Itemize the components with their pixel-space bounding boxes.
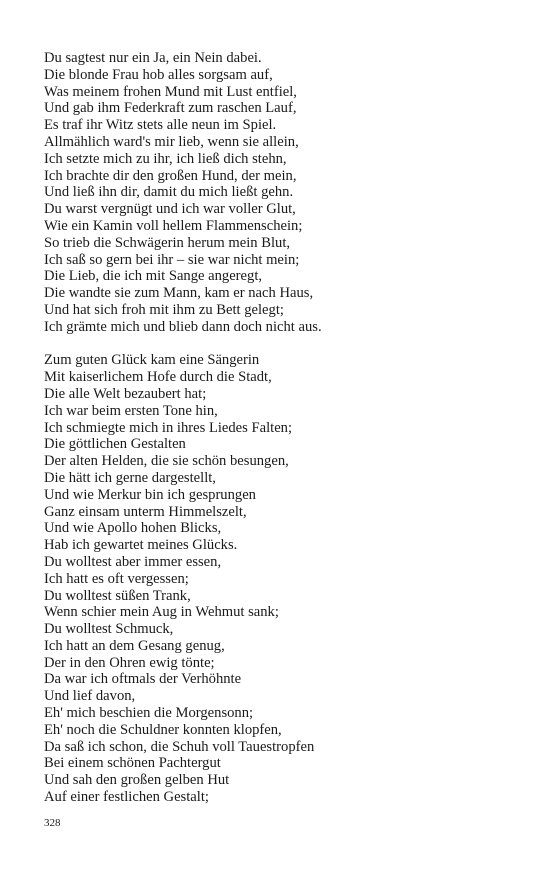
poem-line: Was meinem frohen Mund mit Lust entfiel, — [44, 83, 297, 100]
poem-line: Du warst vergnügt und ich war voller Glut, — [44, 201, 296, 218]
poem-line: Ich saß so gern bei ihr – sie war nicht mein; — [44, 251, 300, 268]
poem-line: Wenn schier mein Aug in Wehmut sank; — [44, 604, 279, 621]
poem-line: Eh' mich beschien die Morgensonn; — [44, 705, 254, 722]
poem-line: Die blonde Frau hob alles sorgsam auf, — [44, 66, 273, 83]
poem-line: Hab ich gewartet meines Glücks. — [44, 537, 238, 554]
poem-line: Du sagtest nur ein Ja, ein Nein dabei. — [44, 50, 262, 66]
poem-line: Zum guten Glück kam eine Sängerin — [44, 352, 260, 369]
poem-line: Die Lieb, die ich mit Sange angeregt, — [44, 268, 263, 285]
stanza — [44, 352, 514, 806]
poem-line: Ich grämte mich und blieb dann doch nicht aus. — [44, 318, 322, 335]
poem-line: Auf einer festlichen Gestalt; — [44, 789, 209, 806]
poem-line: Du wolltest Schmuck, — [44, 621, 174, 638]
stanza — [44, 50, 514, 336]
poem-line: Und gab ihm Federkraft zum raschen Lauf, — [44, 100, 297, 117]
poem-line: Die wandte sie zum Mann, kam er nach Haus, — [44, 285, 314, 302]
poem-line: Allmählich ward's mir lieb, wenn sie allein, — [44, 133, 299, 150]
poem-line: Eh' noch die Schuldner konnten klopfen, — [44, 721, 282, 738]
poem-text — [44, 50, 514, 806]
poem-line: Ich war beim ersten Tone hin, — [44, 402, 218, 419]
poem-line: Da saß ich schon, die Schuh voll Tauestropfen — [44, 738, 315, 755]
poem-line: Die göttlichen Gestalten — [44, 436, 186, 453]
poem-line: Ich brachte dir den großen Hund, der mein, — [44, 167, 297, 184]
poem-line: Ich hatt es oft vergessen; — [44, 570, 189, 587]
poem-line: Ich hatt an dem Gesang genug, — [44, 637, 225, 654]
poem-line: Der in den Ohren ewig tönte; — [44, 654, 215, 671]
poem-line: Du wolltest süßen Trank, — [44, 587, 191, 604]
poem-line: Du wolltest aber immer essen, — [44, 553, 222, 570]
page-number: 328 — [44, 817, 61, 829]
poem-line: Der alten Helden, die sie schön besungen, — [44, 453, 289, 470]
poem-line: Ganz einsam unterm Himmelszelt, — [44, 503, 247, 520]
poem-line: Bei einem schönen Pachtergut — [44, 755, 221, 772]
poem-line: Die alle Welt bezaubert hat; — [44, 385, 207, 402]
poem-line: Wie ein Kamin voll hellem Flammenschein; — [44, 217, 303, 234]
poem-line: Die hätt ich gerne dargestellt, — [44, 469, 216, 486]
poem-line: Und hat sich froh mit ihm zu Bett gelegt; — [44, 301, 284, 318]
poem-line: Ich schmiegte mich in ihres Liedes Falten; — [44, 419, 293, 436]
poem-line: Es traf ihr Witz stets alle neun im Spiel. — [44, 117, 277, 134]
poem-line: Mit kaiserlichem Hofe durch die Stadt, — [44, 369, 272, 386]
poem-line: Da war ich oftmals der Verhöhnte — [44, 671, 242, 688]
poem-line: Und lief davon, — [44, 688, 136, 705]
poem-line: Ich setzte mich zu ihr, ich ließ dich stehn, — [44, 150, 287, 167]
poem-line: Und wie Apollo hohen Blicks, — [44, 520, 222, 537]
poem-line: Und ließ ihn dir, damit du mich ließt gehn. — [44, 184, 294, 201]
poem-line: Und wie Merkur bin ich gesprungen — [44, 486, 256, 503]
poem-line: So trieb die Schwägerin herum mein Blut, — [44, 234, 291, 251]
poem-line: Und sah den großen gelben Hut — [44, 772, 230, 789]
